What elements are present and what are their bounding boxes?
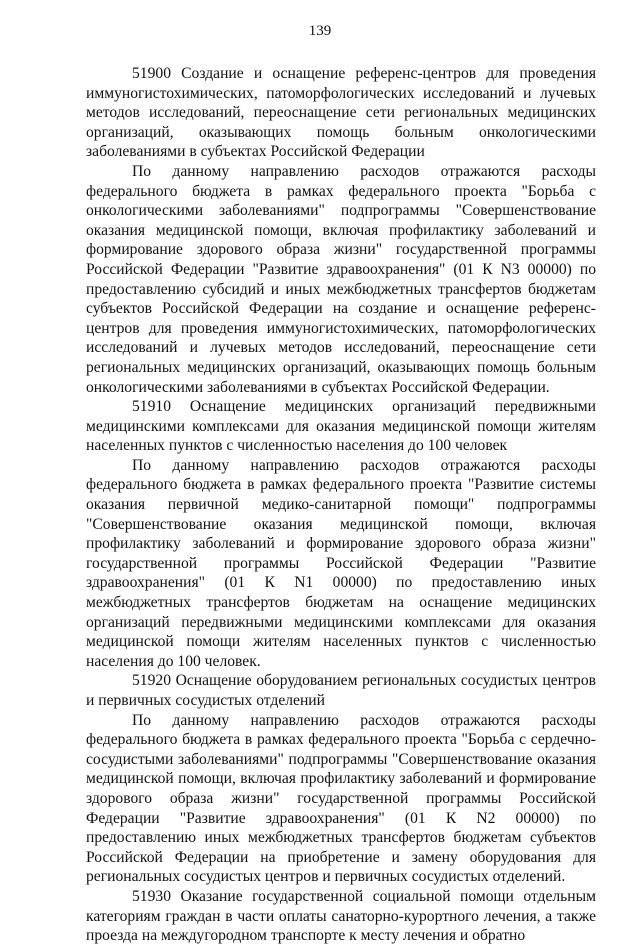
paragraph-51900-heading: 51900 Создание и оснащение референс-центров для проведения иммуногистохимических, патоморфологических исследований и лучевых методов исследований, переоснащение сети региональных медицинских организаций, оказывающих помощь больным онкологическими заболеваниями в субъектах Российской Федерации <box>86 65 596 161</box>
paragraph-51910-heading: 51910 Оснащение медицинских организаций передвижными медицинскими комплексами для оказания медицинской помощи жителям населенных пунктов с численностью населения до 100 человек <box>86 398 596 455</box>
paragraph-51910-description: По данному направлению расходов отражаются расходы федерального бюджета в рамках федерального проекта "Развитие системы оказания первичной медико-санитарной помощи" подпрограммы "Совершенствование оказания медицинской помощи, включая профилактику заболеваний и формирование здорового образа жизни" государственной программы Российской Федерации "Развитие здравоохранения" (01 К N1 00000) по предоставлению иных межбюджетных трансфертов бюджетам на оснащение медицинских организаций передвижными медицинскими комплексами для оказания медицинской помощи жителям населенных пунктов с численностью населения до 100 человек. <box>86 456 596 670</box>
document-body <box>86 64 596 946</box>
page-number: 139 <box>308 23 332 39</box>
paragraph-51900-description: По данному направлению расходов отражаются расходы федерального бюджета в рамках федерального проекта "Борьба с онкологическими заболеваниями" подпрограммы "Совершенствование оказания медицинской помощи, включая профилактику заболеваний и формирование здорового образа жизни" государственной программы Российской Федерации "Развитие здравоохранения" (01 К N3 00000) по предоставлению субсидий и иных межбюджетных трансфертов бюджетам субъектов Российской Федерации на создание и оснащение референс-центров для проведения иммуногистохимических, патоморфологических исследований и лучевых методов исследований, переоснащение сети региональных медицинских организаций, оказывающих помощь больным онкологическими заболеваниями в субъектах Российской Федерации. <box>86 162 596 396</box>
paragraph-51920-heading: 51920 Оснащение оборудованием региональных сосудистых центров и первичных сосудистых отделений <box>86 672 596 709</box>
paragraph-51920-description: По данному направлению расходов отражаются расходы федерального бюджета в рамках федерального проекта "Борьба с сердечно-сосудистыми заболеваниями" подпрограммы "Совершенствование оказания медицинской помощи, включая профилактику заболеваний и формирование здорового образа жизни" государственной программы Российской Федерации "Развитие здравоохранения" (01 К N2 00000) по предоставлению иных межбюджетных трансфертов бюджетам субъектов Российской Федерации на приобретение и замену оборудования для региональных сосудистых центров и первичных сосудистых отделений. <box>86 711 596 886</box>
paragraph-51930-heading: 51930 Оказание государственной социальной помощи отдельным категориям граждан в части оплаты санаторно-курортного лечения, а также проезда на междугородном транспорте к месту лечения и обратно <box>86 887 596 945</box>
